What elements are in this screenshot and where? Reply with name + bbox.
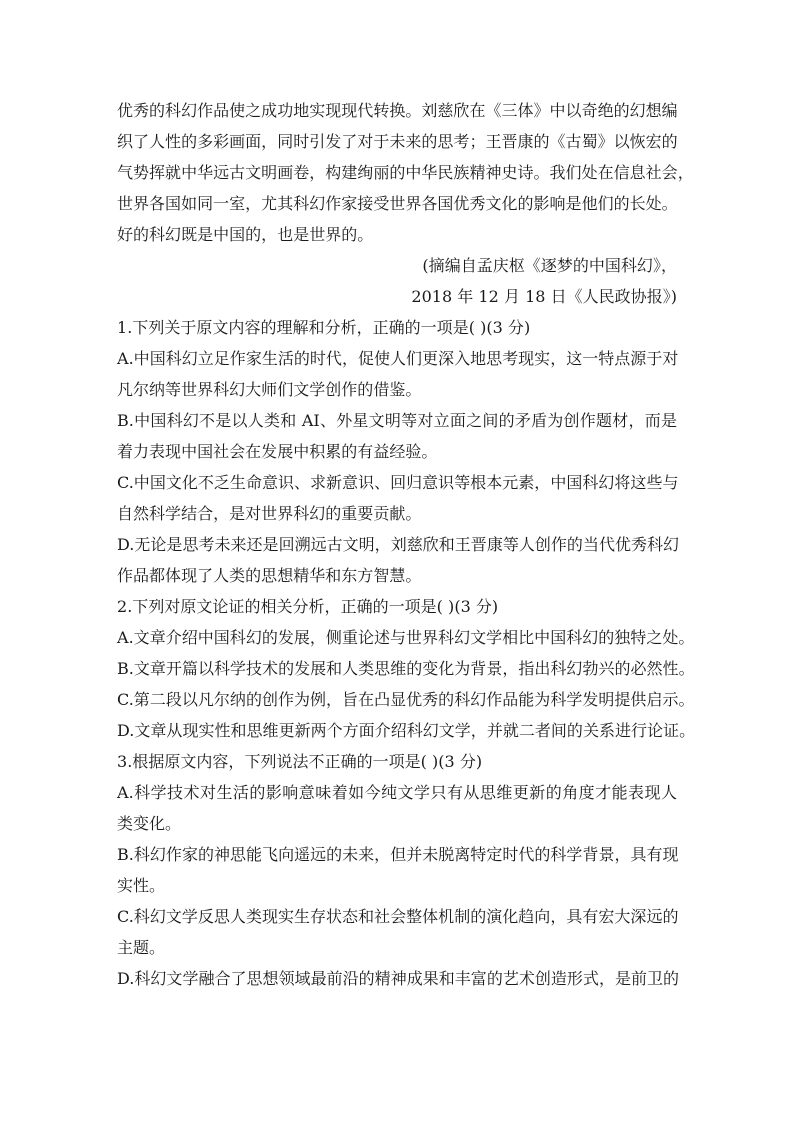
question-1 bbox=[117, 312, 680, 591]
passage-line: 世界各国如同一室，尤其科幻作家接受世界各国优秀文化的影响是他们的长处。 bbox=[117, 194, 678, 213]
option-d-line: D.文章从现实性和思维更新两个方面介绍科幻文学，并就二者间的关系进行论证。 bbox=[117, 721, 696, 740]
option-d-line: D.科幻文学融合了思想领域最前沿的精神成果和丰富的艺术创造形式，是前卫的 bbox=[117, 969, 680, 988]
passage-line: 气势挥就中华远古文明画卷，构建绚丽的中华民族精神史诗。我们处在信息社会， bbox=[117, 163, 694, 182]
option-c-line: C.科幻文学反思人类现实生存状态和社会整体机制的演化趋向，具有宏大深远的 bbox=[117, 907, 679, 926]
question-stem: 2.下列对原文论证的相关分析，正确的一项是( )(3 分) bbox=[117, 597, 499, 616]
passage-line: 优秀的科幻作品使之成功地实现现代转换。刘慈欣在《三体》中以奇绝的幻想编 bbox=[117, 101, 678, 120]
passage-line: 好的科幻既是中国的，也是世界的。 bbox=[117, 225, 374, 244]
question-3 bbox=[117, 746, 680, 994]
option-a-line: A.文章介绍中国科幻的发展，侧重论述与世界科幻文学相比中国科幻的独特之处。 bbox=[117, 628, 695, 647]
option-b-line: 实性。 bbox=[117, 876, 166, 895]
option-a-line: A.科学技术对生活的影响意味着如今纯文学只有从思维更新的角度才能表现人 bbox=[117, 783, 677, 802]
option-c-line: C.中国文化不乏生命意识、求新意识、回归意识等根本元素，中国科幻将这些与 bbox=[117, 473, 679, 492]
option-a-line: A.中国科幻立足作家生活的时代，促使人们更深入地思考现实，这一特点源于对 bbox=[117, 349, 679, 368]
passage-line: 织了人性的多彩画面，同时引发了对于未来的思考；王晋康的《古蜀》以恢宏的 bbox=[117, 132, 678, 151]
question-stem: 3.根据原文内容，下列说法不正确的一项是( )(3 分) bbox=[117, 752, 483, 771]
option-b-line: 着力表现中国社会在发展中积累的有益经验。 bbox=[117, 442, 438, 461]
option-b-line: B.文章开篇以科学技术的发展和人类思维的变化为背景，指出科幻勃兴的必然性。 bbox=[117, 659, 695, 678]
option-a-line: 凡尔纳等世界科幻大师们文学创作的借鉴。 bbox=[117, 380, 422, 399]
document-page bbox=[117, 95, 696, 994]
option-b-line: B.科幻作家的神思能飞向遥远的未来，但并未脱离特定时代的科学背景，具有现 bbox=[117, 845, 679, 864]
option-d-line: 作品都体现了人类的思想精华和东方智慧。 bbox=[117, 566, 422, 585]
option-d-line: D.无论是思考未来还是回溯远古文明，刘慈欣和王晋康等人创作的当代优秀科幻 bbox=[117, 535, 680, 554]
question-2 bbox=[117, 591, 696, 746]
option-a-line: 类变化。 bbox=[117, 814, 182, 833]
source-line-1: (摘编自孟庆枢《逐梦的中国科幻》， bbox=[422, 256, 677, 275]
passage-tail bbox=[117, 95, 694, 250]
source-citation bbox=[117, 250, 677, 312]
source-line-2: 2018 年 12 月 18 日《人民政协报》) bbox=[411, 287, 677, 306]
option-b-line: B.中国科幻不是以人类和 AI、外星文明等对立面之间的矛盾为创作题材，而是 bbox=[117, 411, 677, 430]
option-c-line: C.第二段以凡尔纳的创作为例，旨在凸显优秀的科幻作品能为科学发明提供启示。 bbox=[117, 690, 695, 709]
option-c-line: 自然科学结合，是对世界科幻的重要贡献。 bbox=[117, 504, 422, 523]
option-c-line: 主题。 bbox=[117, 938, 166, 957]
question-stem: 1.下列关于原文内容的理解和分析，正确的一项是( )(3 分) bbox=[117, 318, 531, 337]
